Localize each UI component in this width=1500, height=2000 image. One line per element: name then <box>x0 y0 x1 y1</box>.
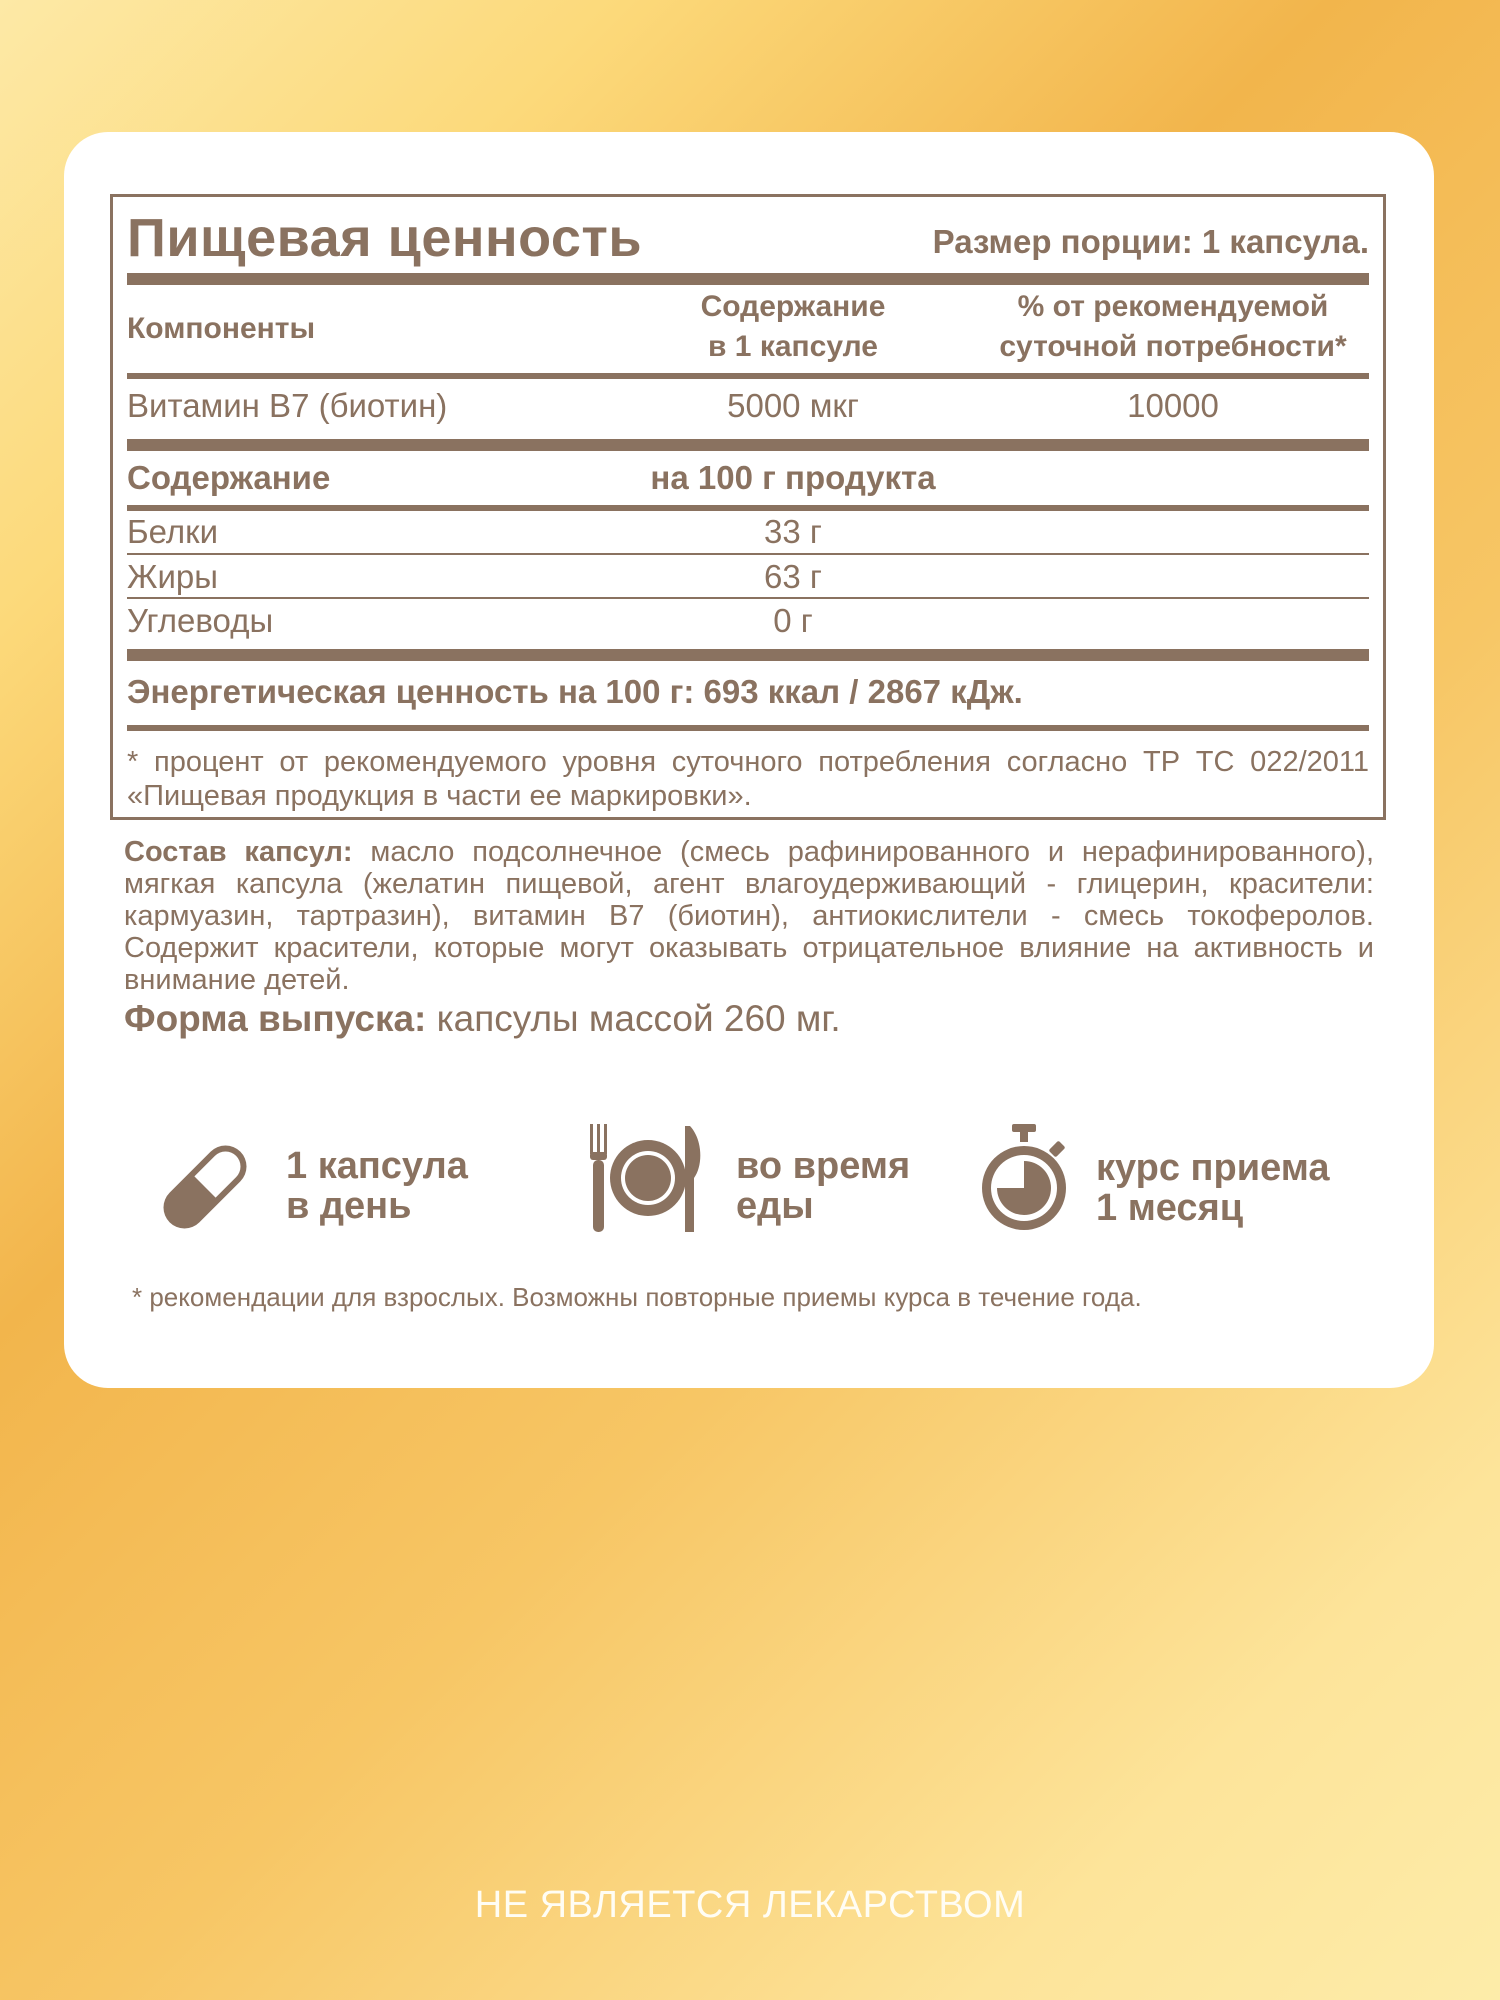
vitamin-name: Витамин В7 (биотин) <box>127 387 448 424</box>
composition-text: масло подсолнечное (смесь рафинированного и нерафинированного), мягкая капсула (желатин пищевой, агент влагоудерживающий - глицерин, красители: кармуазин, тартразин), витамин В7 (биотин), антиокислители - смесь токоферолов. Содержит красители, которые могут оказывать отрицательное влияние на активность и внимание детей. <box>124 836 1375 996</box>
macro-name-protein: Белки <box>127 513 219 550</box>
recommendation-note: * рекомендации для взрослых. Возможны повторные приемы курса в течение года. <box>132 1282 1142 1312</box>
divider-thick <box>127 649 1369 661</box>
macro-value-protein: 33 г <box>764 513 822 550</box>
vitamin-amount: 5000 мкг <box>727 387 859 424</box>
header-rdi: % от рекомендуемой суточной потребности* <box>999 290 1347 363</box>
header-content: Содержание в 1 капсуле <box>700 290 886 363</box>
nutrition-title: Пищевая ценность <box>127 208 643 268</box>
energy-value: Энергетическая ценность на 100 г: 693 ккал / 2867 кДж. <box>127 673 1023 710</box>
divider-medium <box>127 505 1369 511</box>
macro-value-carbs: 0 г <box>773 602 813 639</box>
header-components: Компоненты <box>127 312 316 345</box>
composition <box>124 836 1374 996</box>
nutrition-table <box>110 194 1386 820</box>
divider-thick <box>127 439 1369 451</box>
composition-label: Состав капсул: <box>124 836 353 868</box>
stopwatch-icon <box>974 1122 1074 1247</box>
plate-cutlery-icon <box>582 1122 712 1242</box>
capsule-icon <box>150 1132 260 1247</box>
vitamin-percent: 10000 <box>1127 387 1219 424</box>
release-form-label: Форма выпуска: <box>124 998 427 1039</box>
per100-header: на 100 г продукта <box>650 459 936 496</box>
divider-thin <box>127 597 1369 599</box>
rdi-footnote: * процент от рекомендуемого уровня суточного потребления согласно ТР ТС 022/2011 «Пищевая продукция в части ее маркировки». <box>127 746 1369 812</box>
divider-thin <box>127 553 1369 555</box>
usage-label-course: курс приема 1 месяц <box>1096 1147 1330 1229</box>
usage-label-dose: 1 капсула в день <box>286 1145 468 1227</box>
per100-label: Содержание <box>127 459 331 496</box>
release-form-value: капсулы массой 260 мг. <box>426 998 841 1039</box>
disclaimer: НЕ ЯВЛЯЕТСЯ ЛЕКАРСТВОМ <box>474 1884 1026 1926</box>
macro-name-carbs: Углеводы <box>127 602 274 639</box>
info-card <box>64 132 1434 1388</box>
release-form <box>124 998 841 1040</box>
divider-thick <box>127 273 1369 285</box>
divider-medium <box>127 725 1369 731</box>
macro-value-fat: 63 г <box>764 558 822 595</box>
usage-label-timing: во время еды <box>736 1145 911 1227</box>
divider-header <box>127 373 1369 379</box>
serving-size: Размер порции: 1 капсула. <box>932 223 1369 260</box>
macro-name-fat: Жиры <box>127 558 218 595</box>
